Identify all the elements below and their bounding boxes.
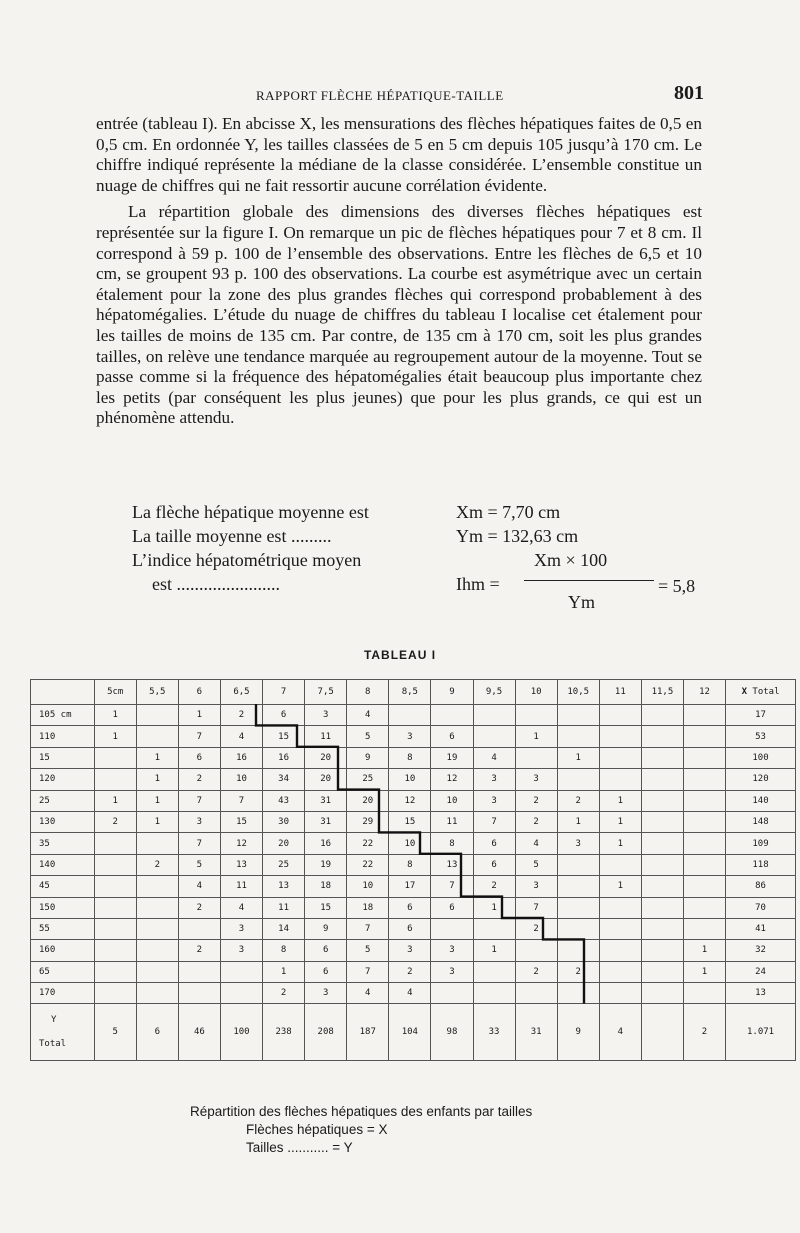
table-cell: 1	[515, 726, 557, 747]
table-cell: 3	[389, 726, 431, 747]
table-cell: 1	[557, 811, 599, 832]
table-cell: 3	[220, 918, 262, 939]
caption-line-2: Flèches hépatiques = X	[246, 1122, 388, 1137]
table-cell: 3	[389, 940, 431, 961]
table-cell: 25	[263, 854, 305, 875]
table-container	[30, 679, 798, 1095]
table-cell: 2	[515, 811, 557, 832]
table-cell: 1	[94, 726, 136, 747]
column-header: 6,5	[220, 680, 262, 705]
table-cell: 10	[431, 790, 473, 811]
row-label: 160	[31, 940, 95, 961]
table-cell: 3	[557, 833, 599, 854]
table-cell: 12	[220, 833, 262, 854]
table-cell: 15	[305, 897, 347, 918]
table-cell: 4	[178, 876, 220, 897]
row-total: 86	[726, 876, 796, 897]
table-cell: 22	[347, 854, 389, 875]
y-axis-mark: Y	[51, 1015, 57, 1026]
row-label: 140	[31, 854, 95, 875]
column-header: 5,5	[136, 680, 178, 705]
table-cell: 20	[305, 747, 347, 768]
table-cell: 2	[515, 961, 557, 982]
row-label: 65	[31, 961, 95, 982]
column-total: 31	[515, 1004, 557, 1061]
table-cell: 34	[263, 769, 305, 790]
table-cell: 22	[347, 833, 389, 854]
table-cell: 10	[389, 769, 431, 790]
row-total: 70	[726, 897, 796, 918]
row-total: 120	[726, 769, 796, 790]
index-symbol: Ihm =	[456, 574, 500, 594]
row-total: 41	[726, 918, 796, 939]
table-cell: 4	[220, 897, 262, 918]
table-cell: 6	[305, 961, 347, 982]
table-cell: 4	[515, 833, 557, 854]
table-cell: 20	[347, 790, 389, 811]
mean-liver-span-value: Xm = 7,70 cm	[456, 502, 561, 522]
row-label: 25	[31, 790, 95, 811]
table-cell: 43	[263, 790, 305, 811]
table-cell: 3	[473, 769, 515, 790]
table-cell: 1	[136, 811, 178, 832]
table-cell: 31	[305, 790, 347, 811]
table-cell: 10	[389, 833, 431, 854]
column-total: 9	[557, 1004, 599, 1061]
table-cell: 6	[389, 897, 431, 918]
column-total: 4	[599, 1004, 641, 1061]
mean-height-label: La taille moyenne est .........	[132, 526, 332, 546]
caption-line-1: Répartition des flèches hépatiques des enfants par tailles	[190, 1104, 533, 1119]
table-cell: 11	[305, 726, 347, 747]
table-cell: 5	[515, 854, 557, 875]
table-cell: 13	[263, 876, 305, 897]
table-cell: 6	[178, 747, 220, 768]
table-cell: 1	[557, 747, 599, 768]
index-denominator: Ym	[568, 592, 595, 612]
x-axis-mark: X	[741, 687, 747, 697]
column-header: 11	[599, 680, 641, 705]
table-cell: 2	[263, 983, 305, 1004]
table-cell: 16	[263, 747, 305, 768]
running-title: RAPPORT FLÈCHE HÉPATIQUE-TAILLE	[256, 88, 504, 103]
table-cell: 9	[347, 747, 389, 768]
table-cell: 1	[599, 833, 641, 854]
index-result: = 5,8	[658, 576, 696, 596]
row-total: 17	[726, 705, 796, 726]
row-label: 45	[31, 876, 95, 897]
table-cell: 8	[263, 940, 305, 961]
table-cell: 16	[220, 747, 262, 768]
column-header: 5cm	[94, 680, 136, 705]
mean-height-value: Ym = 132,63 cm	[456, 526, 579, 546]
table-cell: 2	[94, 811, 136, 832]
row-label: 150	[31, 897, 95, 918]
table-cell: 1	[599, 876, 641, 897]
table-cell: 8	[389, 854, 431, 875]
table-cell: 15	[220, 811, 262, 832]
table-cell: 3	[515, 769, 557, 790]
table-cell: 9	[305, 918, 347, 939]
paragraph-1: entrée (tableau I). En abcisse X, les mensurations des flèches hépatiques faites de 0,5 en 0,5 cm. En ordonnée Y, les tailles classées de 5 en 5 cm depuis 105 jusqu’à 170 cm. Le chiffre indiqué représente la médiane de la classe considérée. L’ensemble constitue un nuage de chiffres qui ne fait ressortir aucune corrélation évidente.	[96, 114, 702, 195]
column-total: 2	[683, 1004, 725, 1061]
table-cell: 1	[473, 897, 515, 918]
column-total: 100	[220, 1004, 262, 1061]
table-cell: 20	[263, 833, 305, 854]
column-header: 8	[347, 680, 389, 705]
column-header: 10	[515, 680, 557, 705]
table-cell: 2	[220, 705, 262, 726]
row-label: 35	[31, 833, 95, 854]
index-label-line2: est .......................	[152, 574, 280, 594]
index-label-row	[96, 550, 736, 574]
table-cell: 3	[431, 940, 473, 961]
table-cell: 15	[389, 811, 431, 832]
table-cell: 2	[136, 854, 178, 875]
column-header: 6	[178, 680, 220, 705]
table-cell: 29	[347, 811, 389, 832]
table-cell: 1	[136, 790, 178, 811]
table-cell: 3	[220, 940, 262, 961]
table-cell: 6	[389, 918, 431, 939]
table-cell: 2	[178, 769, 220, 790]
page-number: 801	[674, 82, 704, 104]
row-label: 105 cm	[31, 705, 95, 726]
table-cell: 3	[305, 983, 347, 1004]
table-cell: 11	[220, 876, 262, 897]
staircase-path	[256, 704, 584, 1004]
table-cell: 7	[347, 961, 389, 982]
table-cell: 1	[178, 705, 220, 726]
mean-liver-span-label: La flèche hépatique moyenne est	[132, 502, 369, 522]
table-cell: 7	[347, 918, 389, 939]
row-label: 130	[31, 811, 95, 832]
table-cell: 3	[178, 811, 220, 832]
table-cell: 13	[431, 854, 473, 875]
total-header-label: Total	[746, 687, 780, 697]
row-total: 118	[726, 854, 796, 875]
table-cell: 4	[220, 726, 262, 747]
table-cell: 1	[599, 790, 641, 811]
column-header: 11,5	[641, 680, 683, 705]
index-label-row-2	[96, 574, 736, 598]
table-cell: 1	[683, 961, 725, 982]
table-cell: 1	[136, 747, 178, 768]
table-cell: 2	[515, 918, 557, 939]
column-total: 238	[263, 1004, 305, 1061]
table-cell: 2	[389, 961, 431, 982]
table-cell: 18	[305, 876, 347, 897]
fraction-bar	[524, 580, 654, 581]
row-label: 170	[31, 983, 95, 1004]
table-cell: 7	[515, 897, 557, 918]
table-cell: 1	[94, 790, 136, 811]
table-cell: 6	[263, 705, 305, 726]
column-header: 12	[683, 680, 725, 705]
total-row-label: Total	[39, 1039, 67, 1050]
table-cell: 6	[431, 897, 473, 918]
column-total: 5	[94, 1004, 136, 1061]
row-total: 53	[726, 726, 796, 747]
table-cell: 31	[305, 811, 347, 832]
table-cell: 3	[473, 790, 515, 811]
table-cell: 7	[220, 790, 262, 811]
table-cell: 3	[515, 876, 557, 897]
row-label: 120	[31, 769, 95, 790]
table-cell: 4	[347, 705, 389, 726]
table-cell: 2	[557, 961, 599, 982]
table-cell: 11	[263, 897, 305, 918]
table-cell: 4	[347, 983, 389, 1004]
table-cell: 1	[136, 769, 178, 790]
row-label: 15	[31, 747, 95, 768]
table-cell: 7	[473, 811, 515, 832]
column-header: 8,5	[389, 680, 431, 705]
table-cell: 8	[431, 833, 473, 854]
column-total: 98	[431, 1004, 473, 1061]
mean-liver-span-row	[96, 502, 736, 526]
table-cell: 3	[305, 705, 347, 726]
table-cell: 2	[178, 897, 220, 918]
table-cell: 4	[389, 983, 431, 1004]
table-cell: 2	[178, 940, 220, 961]
row-total: 109	[726, 833, 796, 854]
table-cell: 1	[263, 961, 305, 982]
table-cell: 30	[263, 811, 305, 832]
row-total: 24	[726, 961, 796, 982]
table-cell: 5	[178, 854, 220, 875]
running-header	[256, 82, 704, 108]
index-numerator: Xm × 100	[534, 550, 608, 570]
table-cell: 16	[305, 833, 347, 854]
table-cell: 17	[389, 876, 431, 897]
row-total: 100	[726, 747, 796, 768]
table-cell: 25	[347, 769, 389, 790]
index-label-line1: L’indice hépatométrique moyen	[132, 550, 362, 570]
table-cell: 7	[178, 833, 220, 854]
table-cell: 2	[473, 876, 515, 897]
row-label: 110	[31, 726, 95, 747]
table-cell: 5	[347, 726, 389, 747]
table-cell: 15	[263, 726, 305, 747]
table-cell: 20	[305, 769, 347, 790]
table-cell: 5	[347, 940, 389, 961]
table-cell: 19	[305, 854, 347, 875]
table-cell: 7	[178, 790, 220, 811]
table-cell: 4	[473, 747, 515, 768]
table-cell: 2	[515, 790, 557, 811]
table-cell: 13	[220, 854, 262, 875]
column-total: 187	[347, 1004, 389, 1061]
row-total: 140	[726, 790, 796, 811]
table-cell: 18	[347, 897, 389, 918]
column-header: 9,5	[473, 680, 515, 705]
table-cell: 6	[473, 854, 515, 875]
mean-height-row	[96, 526, 736, 550]
column-total: 6	[136, 1004, 178, 1061]
column-total: 46	[178, 1004, 220, 1061]
row-label: 55	[31, 918, 95, 939]
column-total: 33	[473, 1004, 515, 1061]
column-header: 7	[263, 680, 305, 705]
table-cell: 1	[473, 940, 515, 961]
paragraph-2: La répartition globale des dimensions des diverses flèches hépatiques est représentée sur la figure I. On remarque un pic de flèches hépatiques pour 7 et 8 cm. Il correspond à 59 p. 100 de l’ensemble des observations. Entre les flèches de 6,5 et 10 cm, se groupent 93 p. 100 des observations. La courbe est asymétrique avec un certain étalement pour la zone des plus grandes flèches qui correspond probablement à des hépatomégalies. L’étude du nuage de chiffres du tableau I localise cet étalement pour les tailles de moins de 135 cm. Par contre, de 135 cm à 170 cm, soit les plus grandes tailles, on relève une tendance marquée au regroupement autour de la moyenne. Tout se passe comme si la fréquence des hépatomégalies était beaucoup plus importante chez les petits (par conséquent les plus jeunes) que pour les plus grands, ce qui est un phénomène attendu.	[96, 202, 702, 428]
table-cell: 1	[94, 705, 136, 726]
table-cell: 11	[431, 811, 473, 832]
table-cell: 14	[263, 918, 305, 939]
column-total: 208	[305, 1004, 347, 1061]
row-total: 13	[726, 983, 796, 1004]
table-cell: 12	[389, 790, 431, 811]
table-cell: 1	[599, 811, 641, 832]
table-cell: 7	[431, 876, 473, 897]
row-total: 148	[726, 811, 796, 832]
column-header: 7,5	[305, 680, 347, 705]
column-total: 104	[389, 1004, 431, 1061]
table-title: TABLEAU I	[363, 648, 437, 662]
table-cell: 10	[347, 876, 389, 897]
table-cell: 3	[431, 961, 473, 982]
grand-total: 1.071	[726, 1004, 796, 1061]
column-header: 9	[431, 680, 473, 705]
table-cell: 8	[389, 747, 431, 768]
table-cell: 12	[431, 769, 473, 790]
column-header: 10,5	[557, 680, 599, 705]
median-staircase-line	[30, 679, 798, 1095]
body-text	[96, 114, 702, 429]
table-cell: 6	[305, 940, 347, 961]
caption-line-3: Tailles ........... = Y	[246, 1140, 353, 1155]
table-cell: 6	[431, 726, 473, 747]
table-cell: 19	[431, 747, 473, 768]
table-cell: 10	[220, 769, 262, 790]
table-cell: 1	[683, 940, 725, 961]
row-total: 32	[726, 940, 796, 961]
table-cell: 2	[557, 790, 599, 811]
table-cell: 7	[178, 726, 220, 747]
table-cell: 6	[473, 833, 515, 854]
